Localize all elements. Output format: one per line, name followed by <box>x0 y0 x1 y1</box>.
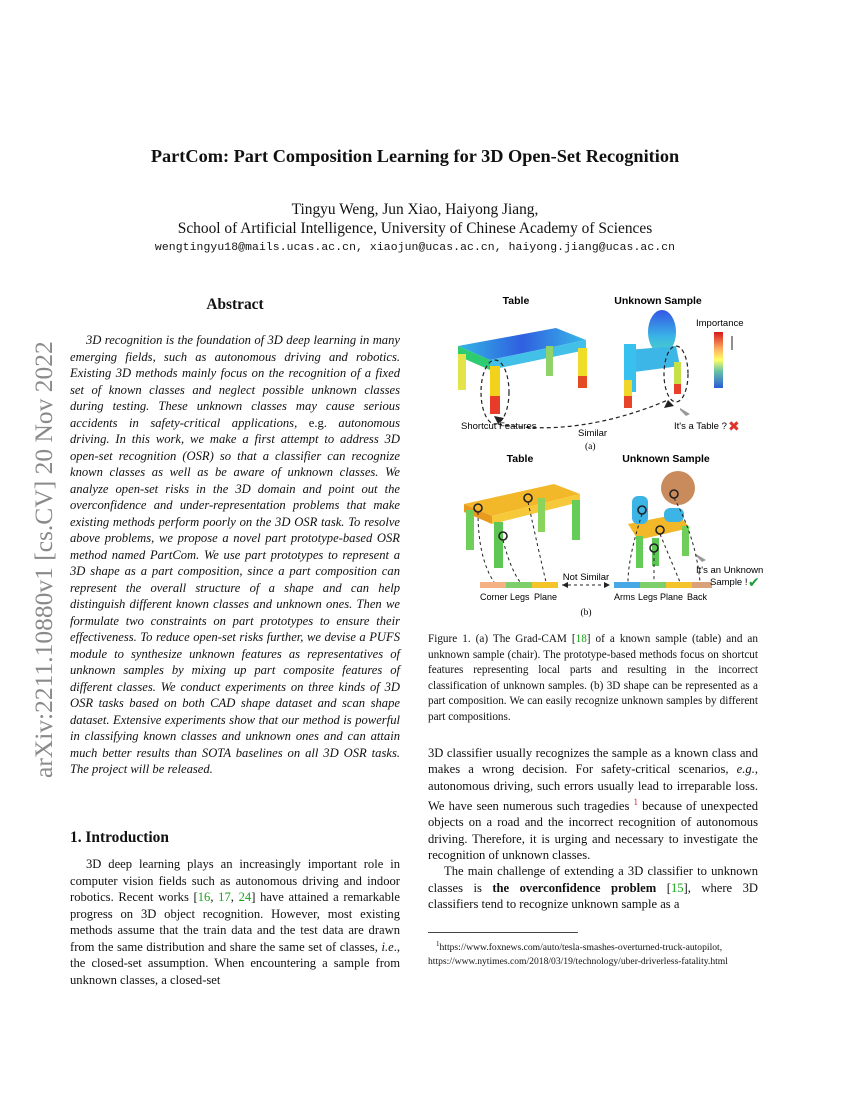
caption-text-2: ] of a known sample (table) and an unknown sample (chair). The prototype-based methods focus on shortcut features representing local parts and resulting in the incorrect classification of unknown samples. (b) 3D shape can be represented as a part composition. We can easily recognize unknown samples by different part compositions. <box>428 633 758 723</box>
importance-label: Importance <box>696 318 744 329</box>
cite-24[interactable]: 24 <box>238 890 252 904</box>
importance-colorbar <box>714 332 723 388</box>
cite-18[interactable]: 18 <box>575 633 587 645</box>
table-a-illustration <box>458 328 587 414</box>
chair-b-illustration <box>628 471 695 568</box>
fig-a-table-label: Table <box>502 295 530 307</box>
its-a-table-label: It's a Table ? <box>674 421 727 432</box>
emails: wengtingyu18@mails.ucas.ac.cn, xiaojun@ucas.ac.cn, haiyong.jiang@ucas.ac.cn <box>154 242 676 254</box>
footnote-ref-1[interactable]: 1 <box>633 796 638 807</box>
part-bar-arms <box>614 582 640 588</box>
fig-a-unknown-label: Unknown Sample <box>614 295 702 307</box>
affiliation: School of Artificial Intelligence, University of Chinese Academy of Sciences <box>177 220 653 237</box>
right-para-2 <box>428 863 758 912</box>
similar-label: Similar <box>578 428 608 439</box>
cite-16[interactable]: 16 <box>197 890 211 904</box>
part-bar-plane-right <box>666 582 692 588</box>
intro-body: 3D deep learning plays an increasingly important role in computer vision fields such as autonomous driving and indoor robotics. Recent works [16, 17, 24] have attained a remarkable progress on 3D object recognition. However, most existing methods assume that the train data and the test data are drawn from the same distribution and share the same set of classes, i.e., the closed-set assumption. When encountering a sample from unknown classes, a closed-set <box>70 857 401 987</box>
abstract-body <box>70 332 400 778</box>
part-label-plane-right: Plane <box>660 592 684 602</box>
chair-a-illustration <box>624 310 681 408</box>
part-bar-corner <box>480 582 506 588</box>
right-text-2: , autonomous driving, such errors usually lead to irreparable loss. We have seen numerous such tragedies <box>428 762 758 814</box>
abstract-eg: e.g. <box>308 415 327 430</box>
gray-arrow-a <box>680 408 690 416</box>
footnote-number: 1 <box>436 940 440 948</box>
figure-1 <box>428 288 764 620</box>
part-bar-plane-left <box>532 582 558 588</box>
intro-ie: i.e <box>381 939 394 954</box>
figure-caption <box>428 632 758 726</box>
its-unknown-label-1: It's an Unknown <box>696 565 764 576</box>
right-text-3: because of unexpected objects on a road and the incorrect recognition of autonomous driving. Therefore, it is urging and necessary to investigate the recognition of unknown classes. <box>428 799 758 862</box>
footnote-link-2[interactable]: https://www.nytimes.com/2018/03/19/technology/uber-driverless-fatality.html <box>428 955 728 967</box>
right-text-1: 3D classifier usually recognizes the sample as a known class and makes a wrong decision. For safety-critical scenarios, <box>428 746 758 777</box>
arxiv-label-svg <box>20 300 62 780</box>
paper-title: PartCom: Part Composition Learning for 3D Open-Set Recognition <box>150 146 680 166</box>
gray-arrow-b <box>696 554 706 562</box>
part-label-back: Back <box>687 592 708 602</box>
not-similar-label: Not Similar <box>562 572 610 583</box>
part-label-arms: Arms <box>614 592 635 602</box>
overconfidence-bold: the overconfidence problem <box>492 880 657 895</box>
part-label-corner: Corner <box>480 592 508 602</box>
authors: Tingyu Weng, Jun Xiao, Haiyong Jiang, <box>291 201 539 218</box>
right-text-4: The main challenge of extending a 3D classifier to unknown classes is <box>428 864 758 895</box>
part-label-legs-right: Legs <box>638 592 658 602</box>
right-eg: e.g. <box>736 762 755 777</box>
shortcut-features-label: Shortcut Features <box>461 421 537 432</box>
abstract-heading: Abstract <box>206 296 264 313</box>
part-bar-legs-left <box>506 582 532 588</box>
right-text-6: ], where 3D classifiers tend to recognize unknown sample as a <box>428 880 759 911</box>
arxiv-side-label <box>20 300 62 780</box>
part-bar-legs-right <box>640 582 666 588</box>
caption-text-1: Figure 1. (a) The Grad-CAM [ <box>428 633 576 645</box>
cite-15[interactable]: 15 <box>670 880 684 895</box>
footnote-rule <box>428 932 578 933</box>
subfig-a-label: (a) <box>585 442 596 452</box>
intro-text-3: ., the closed-set assumption. When encountering a sample from unknown classes, a closed-set <box>70 939 400 987</box>
footnote <box>428 938 758 969</box>
cross-icon: ✖ <box>728 418 740 434</box>
fig-b-table-label: Table <box>506 453 534 465</box>
right-text-5: [ <box>656 880 671 895</box>
intro-heading: 1. Introduction <box>70 829 169 846</box>
right-column-body <box>428 745 758 912</box>
part-label-legs-left: Legs <box>510 592 530 602</box>
right-para-1 <box>428 745 758 863</box>
cite-17[interactable]: 17 <box>218 890 231 904</box>
abstract-part-2: autonomous driving. In this work, we make a first attempt to address 3D open-set recognition (OSR) so that a classifier can recognize known classes as well as be aware of unknown classes. We analyze open-set risks in the 3D domain and point out the overconfidence and under-representation problems that make existing methods perform poorly on the 3D OSR task. To resolve above problems, we propose a novel part prototype-based OSR method named PartCom. We use part prototypes to represent a 3D shape as a part composition, since a part composition can represent the overall structure of a shape and can help distinguish different known classes and unknown ones. Then we formulate two constraints on part prototypes to ensure their effectiveness. To reduce open-set risks further, we devise a PUFS module to synthesize unknown features as representatives of unknown samples by mixing up part composite features of different classes. We conduct experiments on three kinds of 3D OSR tasks based on both CAD shape dataset and scan shape dataset. Extensive experiments show that our method is powerful in classifying known classes and unknown ones and can attain much better results than SOTA baselines on all 3D OSR tasks. The project will be released. <box>70 415 400 776</box>
part-bar-back <box>692 582 712 588</box>
subfig-b-label: (b) <box>580 608 592 618</box>
figure-1-svg <box>428 288 764 620</box>
abstract-part-1: 3D recognition is the foundation of 3D deep learning in many emerging fields, such as autonomous driving and robotics. Existing 3D methods mainly focus on the recognition of a fixed set of known classes and neglect possible unknown classes during testing. These unknown classes may cause serious accidents in safety-critical applications, <box>70 333 400 430</box>
its-unknown-label-2: Sample ! <box>710 577 748 588</box>
footnote-link-1[interactable]: https://www.foxnews.com/auto/tesla-smashes-overturned-truck-autopilot, <box>439 942 723 954</box>
part-label-plane-left: Plane <box>534 592 558 602</box>
intro-text-2: ] have attained a remarkable progress on 3D object recognition. However, most existing methods assume that the train data and the test data are drawn from the same distribution and share the same set of classes, <box>70 890 401 954</box>
table-b-illustration <box>464 484 580 568</box>
fig-b-unknown-label: Unknown Sample <box>622 453 710 465</box>
intro-text-1: 3D deep learning plays an increasingly important role in computer vision fields such as autonomous driving and indoor robotics. Recent works [ <box>70 857 400 904</box>
check-icon: ✔ <box>748 574 760 590</box>
arxiv-label-text: arXiv:2211.10880v1 [cs.CV] 20 Nov 2022 <box>29 341 58 778</box>
